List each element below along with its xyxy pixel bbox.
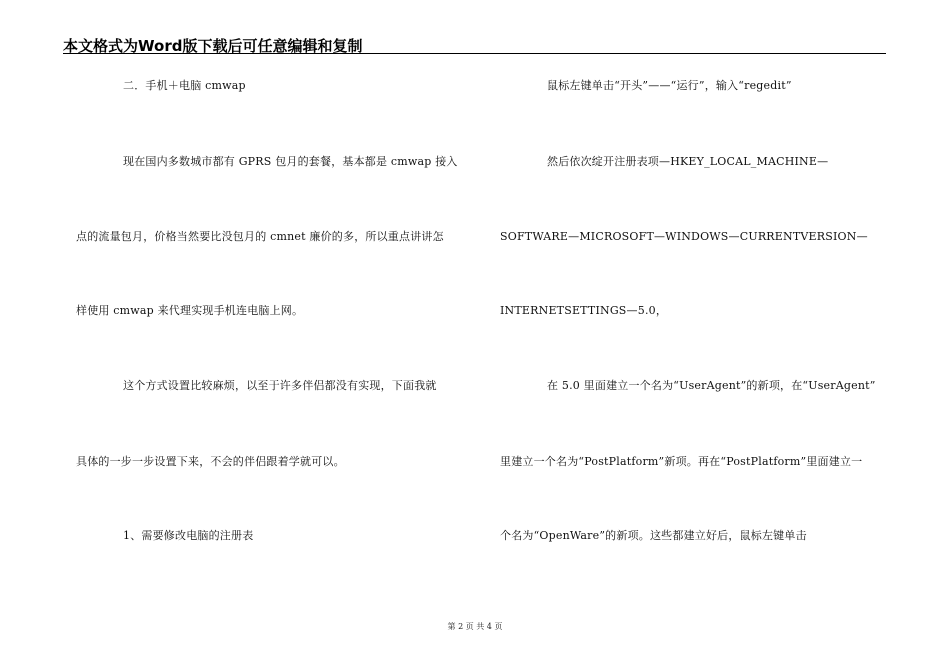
- paragraph-line: 现在国内多数城市都有 GPRS 包月的套餐，基本都是 cmwap 接入: [123, 155, 458, 168]
- paragraph-line: 这个方式设置比较麻烦，以至于许多伴侣都没有实现，下面我就: [123, 379, 437, 392]
- paragraph-line: 具体的一步一步设置下来，不会的伴侣跟着学就可以。: [76, 455, 345, 468]
- paragraph-line: 样使用 cmwap 来代理实现手机连电脑上网。: [76, 304, 304, 317]
- page-number: 第 2 页 共 4 页: [447, 622, 503, 631]
- document-banner: 本文格式为Word版下载后可任意编辑和复制: [63, 37, 363, 55]
- paragraph-line: 个名为“OpenWare”的新项。这些都建立好后，鼠标左键单击: [500, 529, 807, 542]
- paragraph-line: INTERNETSETTINGS—5.0，: [500, 304, 668, 317]
- right-column: [500, 0, 882, 672]
- paragraph-line: SOFTWARE—MICROSOFT—WINDOWS—CURRENTVERSION—: [500, 230, 868, 243]
- left-column: [76, 0, 468, 672]
- paragraph-line: 在 5.0 里面建立一个名为“UserAgent”的新项，在“UserAgent”: [547, 379, 876, 392]
- section-heading: 二．手机＋电脑 cmwap: [123, 79, 246, 92]
- paragraph-line: 然后依次绽开注册表项—HKEY_LOCAL_MACHINE—: [547, 155, 829, 168]
- paragraph-line: 点的流量包月，价格当然要比没包月的 cmnet 廉价的多，所以重点讲讲怎: [76, 230, 444, 243]
- paragraph-line: 里建立一个名为“PostPlatform”新项。再在“PostPlatform”里面建立一: [500, 455, 863, 468]
- step-heading: 1、需要修改电脑的注册表: [123, 529, 254, 542]
- paragraph-line: 鼠标左键单击“开头”——“运行”，输入“regedit”: [547, 79, 792, 92]
